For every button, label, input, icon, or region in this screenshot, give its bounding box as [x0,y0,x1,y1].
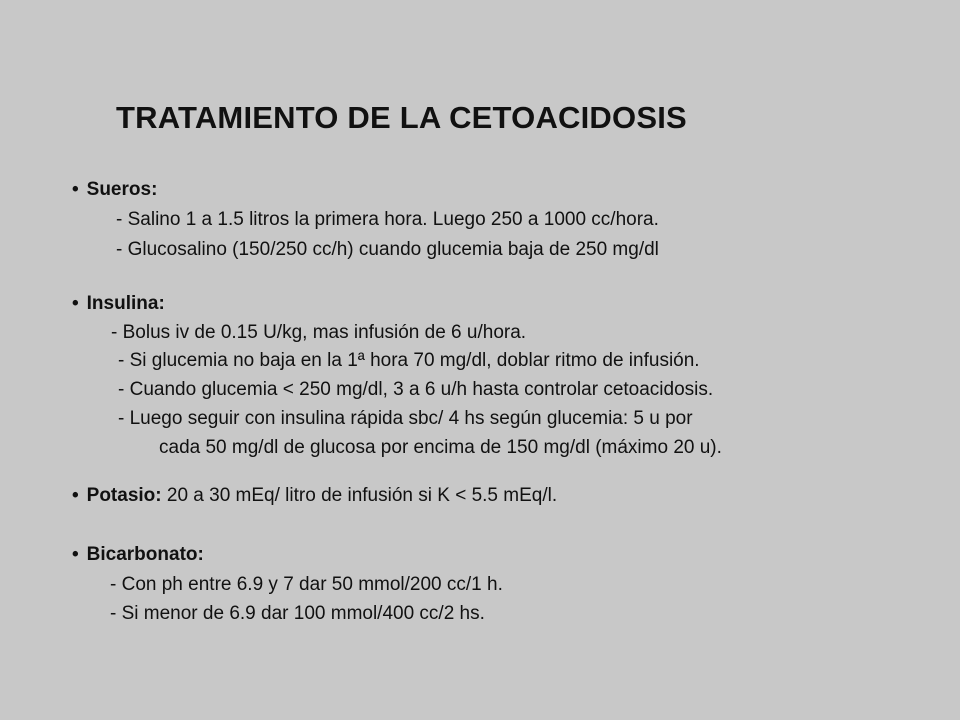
sueros-item-1: - Salino 1 a 1.5 litros la primera hora. Luego 250 a 1000 cc/hora. [116,209,659,230]
bicarbonato-item-1: - Con ph entre 6.9 y 7 dar 50 mmol/200 cc/1 h. [110,574,503,595]
bicarbonato-item-2: - Si menor de 6.9 dar 100 mmol/400 cc/2 hs. [110,603,485,624]
bullet-icon: • [72,485,79,506]
bicarbonato-heading: Bicarbonato: [86,544,204,565]
insulina-item-2: - Si glucemia no baja en la 1ª hora 70 mg/dl, doblar ritmo de infusión. [118,350,700,371]
insulina-item-4: - Luego seguir con insulina rápida sbc/ 4 hs según glucemia: 5 u por [118,408,693,429]
sueros-item-2: - Glucosalino (150/250 cc/h) cuando glucemia baja de 250 mg/dl [116,239,659,260]
potasio-heading: Potasio: [86,485,162,506]
insulina-heading: Insulina: [86,293,165,314]
bullet-icon: • [72,179,79,200]
insulina-item-3: - Cuando glucemia < 250 mg/dl, 3 a 6 u/h hasta controlar cetoacidosis. [118,379,714,400]
insulina-item-1: - Bolus iv de 0.15 U/kg, mas infusión de 6 u/hora. [111,322,527,343]
sueros-heading: Sueros: [86,179,158,200]
page-title: TRATAMIENTO DE LA CETOACIDOSIS [116,100,687,135]
insulina-item-5: cada 50 mg/dl de glucosa por encima de 150 mg/dl (máximo 20 u). [159,437,722,458]
insulina-heading-line [72,291,165,317]
potasio-text: 20 a 30 mEq/ litro de infusión si K < 5.5 mEq/l. [161,485,558,506]
bicarbonato-heading-line [72,542,204,568]
potasio-line [72,483,557,509]
bullet-icon: • [72,544,79,565]
bullet-icon: • [72,293,79,314]
sueros-heading-line [72,177,157,203]
